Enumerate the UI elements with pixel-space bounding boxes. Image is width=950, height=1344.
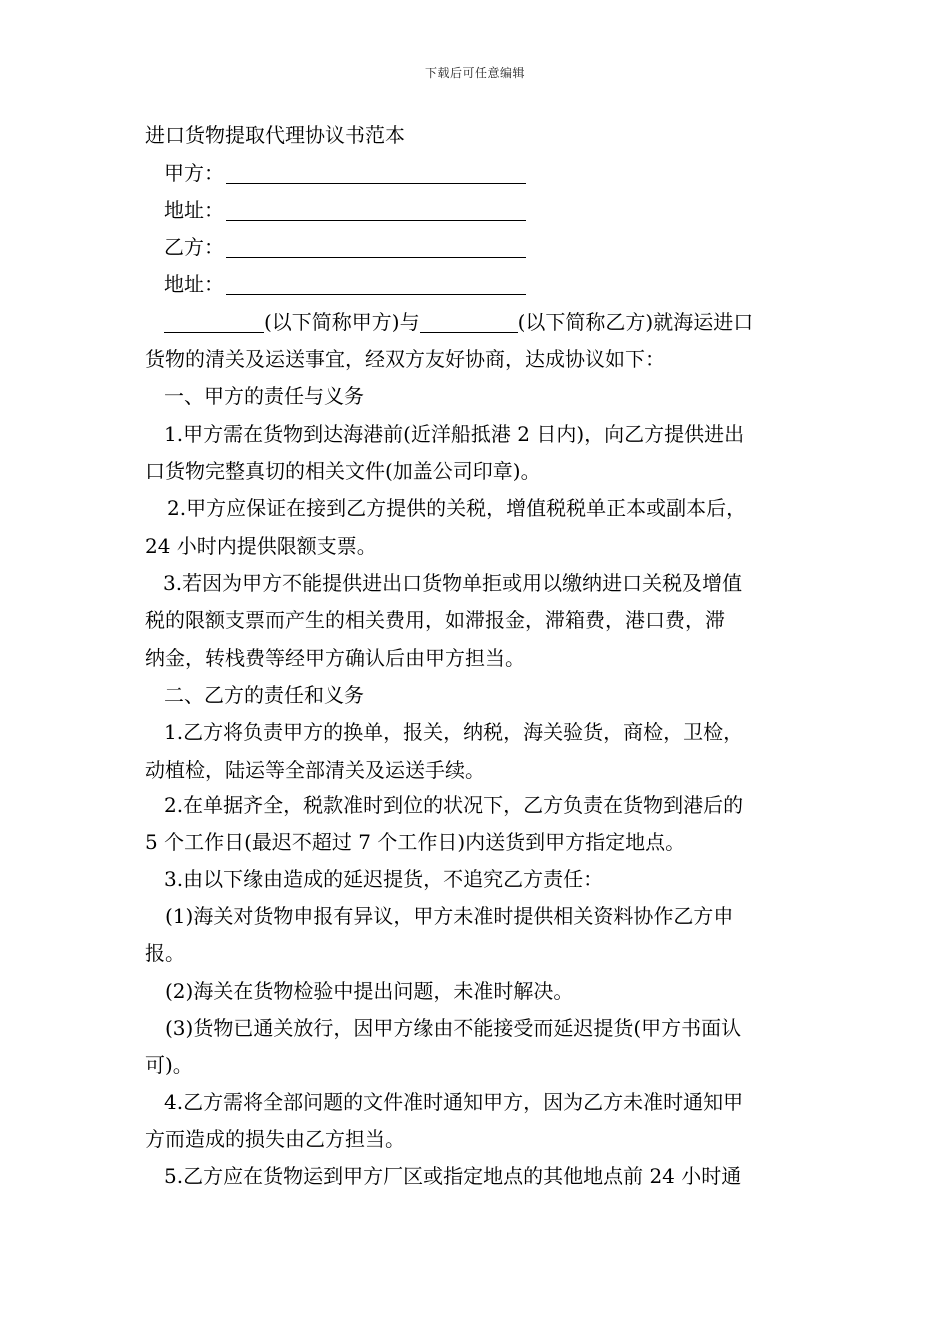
paragraph-line: 纳金，转栈费等经甲方确认后由甲方担当。 [145, 646, 525, 670]
paragraph-line: 1.甲方需在货物到达海港前(近洋船抵港 2 日内)，向乙方提供进出 [164, 422, 745, 446]
party-b-label: 乙方： [164, 235, 224, 259]
intro-text-b: (以下简称乙方)就海运进口 [517, 310, 754, 334]
paragraph-line: 5 个工作日(最迟不超过 7 个工作日)内送货到甲方指定地点。 [145, 830, 686, 854]
party-a-label: 甲方： [164, 161, 224, 185]
party-a-name-blank [164, 310, 264, 333]
party-a-address-blank [226, 198, 526, 221]
paragraph-line: 口货物完整真切的相关文件(加盖公司印章)。 [145, 459, 541, 483]
header-note: 下载后可任意编辑 [424, 66, 525, 80]
paragraph-line: 2.在单据齐全，税款准时到位的状况下，乙方负责在货物到港后的 [164, 793, 744, 817]
paragraph-line: (3)货物已通关放行，因甲方缘由不能接受而延迟提货(甲方书面认 [165, 1016, 742, 1040]
party-a-blank [226, 161, 526, 184]
intro-text-a: (以下简称甲方)与 [264, 310, 420, 334]
paragraph-line: 货物的清关及运送事宜，经双方友好协商，达成协议如下： [145, 347, 665, 371]
paragraph-line: (2)海关在货物检验中提出问题，未准时解决。 [165, 979, 574, 1003]
party-a-line [164, 160, 526, 186]
party-b-name-blank [420, 310, 518, 333]
section-heading: 一、甲方的责任与义务 [164, 384, 364, 408]
party-b-address-label: 地址： [164, 272, 224, 296]
paragraph-line: 报。 [145, 941, 185, 965]
paragraph-line: (1)海关对货物申报有异议，甲方未准时提供相关资料协作乙方申 [165, 904, 734, 928]
party-b-blank [226, 235, 526, 258]
paragraph-line: 24 小时内提供限额支票。 [145, 534, 377, 558]
paragraph-line: 3.若因为甲方不能提供进出口货物单拒或用以缴纳进口关税及增值 [163, 571, 743, 595]
paragraph-line: 可)。 [145, 1053, 193, 1077]
party-b-address-blank [226, 272, 526, 295]
party-a-address-label: 地址： [164, 198, 224, 222]
paragraph-line: 4.乙方需将全部问题的文件准时通知甲方，因为乙方未准时通知甲 [164, 1090, 744, 1114]
agreement-intro-line [164, 309, 753, 335]
paragraph-line: 动植检，陆运等全部清关及运送手续。 [145, 758, 485, 782]
paragraph-line: 税的限额支票而产生的相关费用，如滞报金，滞箱费，港口费，滞 [145, 608, 725, 632]
section-heading: 二、乙方的责任和义务 [164, 683, 364, 707]
party-a-address-line [164, 197, 526, 223]
paragraph-line: 方而造成的损失由乙方担当。 [145, 1127, 405, 1151]
document-title: 进口货物提取代理协议书范本 [145, 123, 405, 147]
paragraph-line: 5.乙方应在货物运到甲方厂区或指定地点的其他地点前 24 小时通 [164, 1164, 742, 1188]
party-b-address-line [164, 271, 526, 297]
paragraph-line: 1.乙方将负责甲方的换单，报关，纳税，海关验货，商检，卫检， [164, 720, 744, 744]
paragraph-line: 2.甲方应保证在接到乙方提供的关税，增值税税单正本或副本后， [167, 496, 747, 520]
paragraph-line: 3.由以下缘由造成的延迟提货，不追究乙方责任： [164, 867, 604, 891]
party-b-line [164, 234, 526, 260]
